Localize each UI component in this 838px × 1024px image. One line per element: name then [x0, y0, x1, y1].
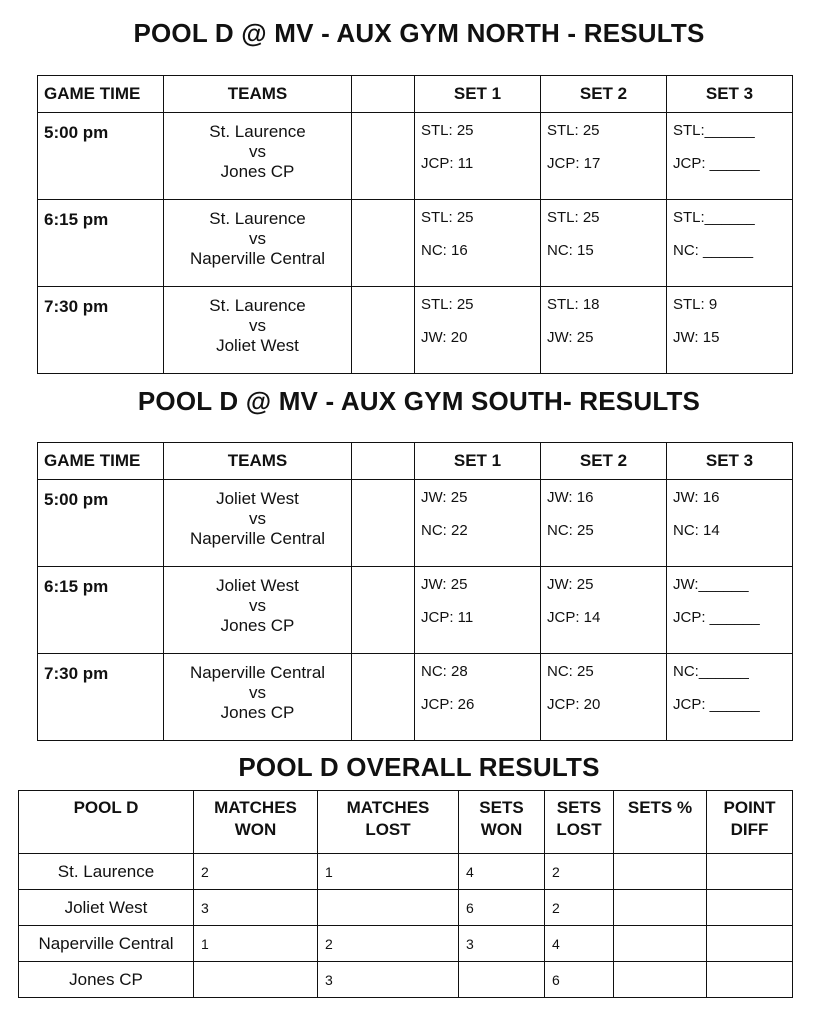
score-line: STL: 25 — [421, 296, 474, 313]
sets-percent — [614, 890, 707, 926]
score-line: JCP: ______ — [673, 609, 760, 626]
vs-label: vs — [249, 142, 266, 161]
header-line: DIFF — [730, 820, 769, 839]
point-diff — [707, 962, 793, 998]
matches-lost: 3 — [318, 962, 459, 998]
point-diff — [707, 854, 793, 890]
table-row — [38, 654, 793, 741]
matches-won: 3 — [194, 890, 318, 926]
sets-lost: 6 — [545, 962, 614, 998]
matchup — [164, 654, 352, 741]
team-name: Naperville Central — [19, 926, 194, 962]
header-line: SETS — [556, 798, 602, 817]
game-time: 7:30 pm — [38, 654, 164, 741]
team-1: Joliet West — [216, 576, 299, 595]
score-line: STL: 25 — [547, 122, 600, 139]
vs-label: vs — [249, 229, 266, 248]
team-1: St. Laurence — [209, 122, 306, 141]
team-1: Naperville Central — [189, 663, 326, 682]
header-teams: TEAMS — [164, 443, 352, 480]
header-set-3: SET 3 — [667, 76, 793, 113]
header-game-time: GAME TIME — [38, 443, 164, 480]
matches-lost: 2 — [318, 926, 459, 962]
score-line: STL:______ — [673, 122, 755, 139]
team-2: Naperville Central — [189, 529, 326, 548]
score-line: JCP: 14 — [547, 609, 601, 626]
score-line: JCP: 11 — [421, 609, 474, 626]
header-matches-lost — [318, 791, 459, 854]
game-time: 5:00 pm — [38, 113, 164, 200]
set-1-score — [415, 200, 541, 287]
south-title: POOL D @ MV - AUX GYM SOUTH- RESULTS — [137, 386, 701, 416]
score-line: STL: 25 — [421, 122, 474, 139]
team-1: St. Laurence — [209, 209, 306, 228]
score-line: NC: ______ — [673, 242, 754, 259]
score-line: JCP: 26 — [421, 696, 475, 713]
set-3-score — [667, 480, 793, 567]
score-line: JW:______ — [673, 576, 749, 593]
score-line: NC: 15 — [547, 242, 594, 259]
table-row — [38, 200, 793, 287]
matchup — [164, 287, 352, 374]
matchup — [164, 480, 352, 567]
blank-cell — [352, 567, 415, 654]
team-name: Jones CP — [19, 962, 194, 998]
matches-lost — [318, 890, 459, 926]
score-line: JW: 25 — [547, 576, 594, 593]
header-line: WON — [234, 820, 277, 839]
table-row — [38, 287, 793, 374]
table-header-row — [38, 443, 793, 480]
blank-cell — [352, 200, 415, 287]
set-1-score — [415, 287, 541, 374]
blank-cell — [352, 287, 415, 374]
score-line: NC: 22 — [421, 522, 468, 539]
point-diff — [707, 926, 793, 962]
score-line: NC:______ — [673, 663, 749, 680]
score-line: NC: 25 — [547, 522, 594, 539]
sets-lost: 4 — [545, 926, 614, 962]
score-line: STL:______ — [673, 209, 755, 226]
overall-results-table — [18, 790, 793, 998]
table-row — [19, 926, 793, 962]
score-line: JCP: ______ — [673, 155, 760, 172]
set-3-score — [667, 654, 793, 741]
header-blank — [352, 76, 415, 113]
header-line: POOL D — [73, 798, 139, 817]
blank-cell — [352, 113, 415, 200]
header-set-2: SET 2 — [541, 76, 667, 113]
header-game-time: GAME TIME — [38, 76, 164, 113]
south-results-table — [37, 442, 793, 741]
sets-won — [459, 962, 545, 998]
vs-label: vs — [249, 509, 266, 528]
header-pool-d — [19, 791, 194, 854]
score-line: NC: 25 — [547, 663, 594, 680]
game-time: 6:15 pm — [38, 200, 164, 287]
score-line: STL: 25 — [421, 209, 474, 226]
set-1-score — [415, 567, 541, 654]
score-line: JCP: 11 — [421, 155, 474, 172]
header-line: LOST — [556, 820, 602, 839]
header-point-diff — [707, 791, 793, 854]
sets-percent — [614, 926, 707, 962]
set-1-score — [415, 654, 541, 741]
table-row — [38, 113, 793, 200]
header-line: MATCHES — [214, 798, 297, 817]
vs-label: vs — [249, 596, 266, 615]
score-line: STL: 9 — [673, 296, 718, 313]
header-set-1: SET 1 — [415, 76, 541, 113]
score-line: JW: 25 — [421, 576, 468, 593]
matchup — [164, 200, 352, 287]
matchup — [164, 567, 352, 654]
team-2: Naperville Central — [189, 249, 326, 268]
set-1-score — [415, 113, 541, 200]
score-line: JW: 25 — [547, 329, 594, 346]
table-header-row — [38, 76, 793, 113]
sets-won: 4 — [459, 854, 545, 890]
header-sets-won — [459, 791, 545, 854]
header-line: POINT — [723, 798, 776, 817]
header-set-2: SET 2 — [541, 443, 667, 480]
score-line: NC: 14 — [673, 522, 720, 539]
sets-percent — [614, 854, 707, 890]
table-row — [38, 480, 793, 567]
blank-cell — [352, 480, 415, 567]
set-2-score — [541, 567, 667, 654]
sets-won: 3 — [459, 926, 545, 962]
set-3-score — [667, 287, 793, 374]
set-2-score — [541, 113, 667, 200]
set-2-score — [541, 480, 667, 567]
team-1: St. Laurence — [209, 296, 306, 315]
set-2-score — [541, 200, 667, 287]
header-blank — [352, 443, 415, 480]
score-line: JW: 20 — [421, 329, 468, 346]
score-line: STL: 18 — [547, 296, 600, 313]
table-header-row — [19, 791, 793, 854]
header-line: WON — [480, 820, 523, 839]
point-diff — [707, 890, 793, 926]
matches-lost: 1 — [318, 854, 459, 890]
table-row — [19, 854, 793, 890]
matches-won — [194, 962, 318, 998]
score-line: JCP: 17 — [547, 155, 601, 172]
header-matches-won — [194, 791, 318, 854]
header-sets-percent — [614, 791, 707, 854]
table-row — [38, 567, 793, 654]
matchup — [164, 113, 352, 200]
score-line: JW: 16 — [673, 489, 720, 506]
score-line: STL: 25 — [547, 209, 600, 226]
sets-lost: 2 — [545, 890, 614, 926]
sets-won: 6 — [459, 890, 545, 926]
set-3-score — [667, 567, 793, 654]
team-2: Joliet West — [216, 336, 299, 355]
matches-won: 2 — [194, 854, 318, 890]
set-2-score — [541, 287, 667, 374]
score-line: NC: 16 — [421, 242, 468, 259]
score-line: JW: 16 — [547, 489, 594, 506]
set-3-score — [667, 113, 793, 200]
header-teams: TEAMS — [164, 76, 352, 113]
header-set-1: SET 1 — [415, 443, 541, 480]
header-line: LOST — [365, 820, 411, 839]
table-row — [19, 890, 793, 926]
north-title: POOL D @ MV - AUX GYM NORTH - RESULTS — [133, 18, 705, 48]
north-results-table — [37, 75, 793, 374]
game-time: 7:30 pm — [38, 287, 164, 374]
score-line: JW: 15 — [673, 329, 720, 346]
set-3-score — [667, 200, 793, 287]
team-name: St. Laurence — [19, 854, 194, 890]
sets-lost: 2 — [545, 854, 614, 890]
team-2: Jones CP — [220, 616, 295, 635]
overall-title: POOL D OVERALL RESULTS — [238, 752, 600, 782]
score-line: JCP: ______ — [673, 696, 760, 713]
sets-percent — [614, 962, 707, 998]
matches-won: 1 — [194, 926, 318, 962]
header-line: SETS % — [627, 798, 693, 817]
table-row — [19, 962, 793, 998]
header-set-3: SET 3 — [667, 443, 793, 480]
vs-label: vs — [249, 683, 266, 702]
game-time: 5:00 pm — [38, 480, 164, 567]
score-line: JCP: 20 — [547, 696, 601, 713]
game-time: 6:15 pm — [38, 567, 164, 654]
set-1-score — [415, 480, 541, 567]
set-2-score — [541, 654, 667, 741]
header-line: SETS — [479, 798, 524, 817]
vs-label: vs — [249, 316, 266, 335]
score-line: JW: 25 — [421, 489, 468, 506]
blank-cell — [352, 654, 415, 741]
team-1: Joliet West — [216, 489, 299, 508]
team-name: Joliet West — [19, 890, 194, 926]
header-line: MATCHES — [346, 798, 430, 817]
score-line: NC: 28 — [421, 663, 468, 680]
team-2: Jones CP — [220, 162, 295, 181]
team-2: Jones CP — [220, 703, 295, 722]
header-sets-lost — [545, 791, 614, 854]
